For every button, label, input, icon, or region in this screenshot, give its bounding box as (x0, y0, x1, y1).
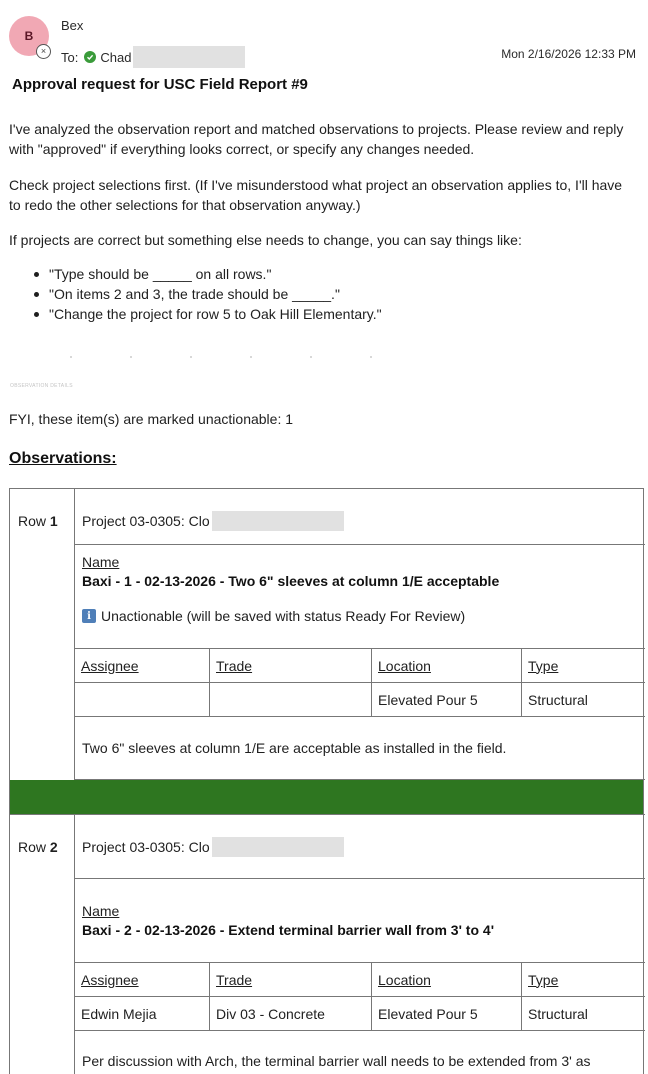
row-number: 1 (49, 513, 58, 529)
list-item: "Type should be _____ on all rows." (34, 264, 382, 284)
faint-divider (70, 356, 430, 358)
redacted-block (212, 511, 344, 531)
observation-description: Per discussion with Arch, the terminal barrier wall needs to be extended from 3' as (82, 1053, 591, 1069)
project-selection (82, 511, 344, 531)
location-header: Location (378, 971, 431, 988)
row-divider (74, 544, 645, 545)
list-item: "Change the project for row 5 to Oak Hill Elementary." (34, 304, 382, 324)
row-separator-bar (10, 780, 643, 814)
examples-paragraph: If projects are correct but something else needs to change, you can say things like: (9, 232, 522, 248)
examples-list (34, 264, 382, 324)
intro-paragraph: I've analyzed the observation report and matched observations to projects. Please review and reply with "approved" if everything looks correct, or specify any changes needed. (9, 121, 624, 157)
redacted-block (133, 46, 245, 68)
observation-description: Two 6" sleeves at column 1/E are acceptable as installed in the field. (82, 740, 507, 756)
row-divider (10, 814, 645, 815)
avatar-initial: B (24, 29, 34, 43)
assignee-value (75, 683, 209, 716)
location-header: Location (378, 657, 431, 674)
row-word: Row (18, 513, 47, 529)
presence-available-icon (84, 51, 96, 63)
location-value: Elevated Pour 5 (378, 691, 478, 708)
row-divider (74, 1030, 645, 1031)
assignee-value: Edwin Mejia (81, 1005, 157, 1022)
location-value: Elevated Pour 5 (378, 1005, 478, 1022)
trade-header: Trade (216, 657, 253, 674)
row-label (10, 513, 74, 529)
trade-header: Trade (216, 971, 253, 988)
name-label: Name (82, 903, 120, 919)
assignee-header: Assignee (81, 971, 139, 988)
row-label (10, 839, 74, 855)
observations-table (9, 488, 644, 1074)
status-blocked-icon: × (36, 44, 51, 59)
type-header: Type (528, 657, 559, 674)
unactionable-note (82, 608, 465, 624)
recipient-line (61, 46, 245, 68)
to-label: To: (61, 49, 79, 65)
type-header: Type (528, 971, 559, 988)
tiny-caption: OBSERVATION DETAILS (10, 383, 73, 389)
name-label: Name (82, 554, 120, 570)
trade-value (210, 683, 371, 716)
row-word: Row (18, 839, 47, 855)
list-item: "On items 2 and 3, the trade should be _____." (34, 284, 382, 304)
project-text: Project 03-0305: Clo (82, 839, 210, 855)
fyi-text: FYI, these item(s) are marked unactionable: 1 (9, 411, 294, 427)
project-selection (82, 837, 344, 857)
project-text: Project 03-0305: Clo (82, 513, 210, 529)
type-value: Structural (528, 1005, 588, 1022)
redacted-block (212, 837, 344, 857)
column-divider (74, 814, 75, 1074)
observations-heading: Observations: (9, 450, 117, 467)
column-divider (74, 489, 75, 780)
type-value: Structural (528, 691, 588, 708)
trade-value: Div 03 - Concrete (216, 1005, 325, 1022)
row-divider (74, 878, 645, 879)
row-number: 2 (49, 839, 58, 855)
sent-date: Mon 2/16/2026 12:33 PM (501, 47, 636, 61)
row-divider (74, 716, 645, 717)
assignee-header: Assignee (81, 657, 139, 674)
observation-name: Baxi - 1 - 02-13-2026 - Two 6" sleeves at column 1/E acceptable (82, 573, 500, 589)
observation-name: Baxi - 2 - 02-13-2026 - Extend terminal barrier wall from 3' to 4' (82, 922, 495, 938)
check-paragraph: Check project selections first. (If I've misunderstood what project an observation applies to, I'll have to redo the other selections for that observation anyway.) (9, 177, 623, 213)
info-icon: i (82, 609, 96, 623)
unactionable-text: Unactionable (will be saved with status Ready For Review) (101, 608, 466, 624)
recipient-name[interactable]: Chad (100, 49, 132, 65)
email-subject: Approval request for USC Field Report #9 (12, 76, 308, 93)
sender-name[interactable]: Bex (61, 18, 84, 33)
